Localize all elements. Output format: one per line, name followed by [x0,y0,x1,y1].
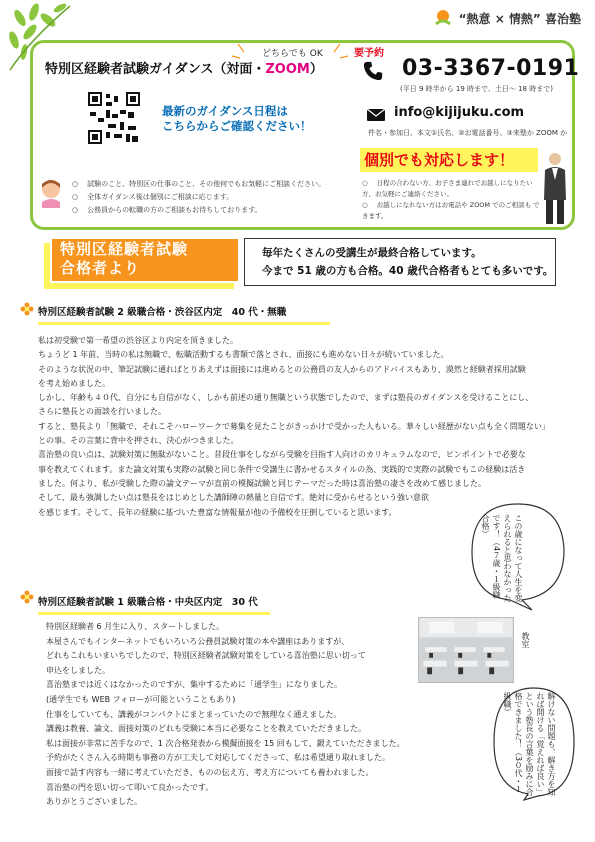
individual-note: ○ 日程の合わない方、お子さま連れでお越しになりたい方、お気軽にご連絡ください。 [362,178,542,200]
email-address[interactable]: info@kijijuku.com [394,105,525,120]
story1-body: 私は初受験で第一希望の渋谷区より内定を頂きました。 ちょうど 1 年前、当時の私は無職で、転職活動するも書類で落とされ、面接にも進めない日々が続いていました。 そのような状況の中、筆記試験に通ればとりあえずは面接には進めるとの公務員の友人からのアドバイスもあり、漠然と経験者採用試験 を考え始めました。 しかし、年齢も４０代、自分にも自信がなく、しかも前述の通り無職という状態でしたので、まずは塾長のガイダンスを受けることにし、 さらに塾長との面談を行いました。 すると、塾長より「無職で、それこそハローワークで募集を見たことがきっかけで受かった人もいる。華々しい経歴がない点も全く問題ない」 との事。その言葉に背中を押され、決心がつきました。 喜治塾の良い点は、試験対策に無駄がないこと。昔段仕事をしながら受験を目指す人向けのカリキュラムなので、ピンポイントで必要な 事を教えてくれます。また論文対策も実際の試験と同じ条件で受講生に書かせるスタイルの為、実践的で実際の試験でもこの経験は活き ました。何より、私が受験した際の論文テーマが直前の模擬試験と同じテーマだった時は喜治塾の凄さを改めて感じました。 そして、最も強調したい点は塾長をはじめとした講師陣の熱量と自信です。絶対に受からせるという強い意欲 を感じます。そして、長年の経験に基づいた豊富な情報量が他の予備校を圧倒していると思います。 [38,336,550,517]
flower-icon [20,302,34,316]
phone-icon [362,60,384,82]
qr-code[interactable] [88,92,140,144]
logo-icon [433,8,453,28]
individual-support-banner: 個別でも対応します！ [360,148,538,172]
phone-hours: (平日 9 時半から 19 時まで、土日～ 18 時まで) [400,85,553,93]
guidance-subtitle: どちらでも OK [262,49,323,59]
student-illustration [38,178,64,208]
guidance-note: ○ 公務員からの転職の方のご相談もお待ちしております。 [72,204,325,217]
brand-name: “熱意 × 情熱” 喜治塾 [458,11,581,26]
individual-note: ○ お越しになれない方はお電話や ZOOM でのご相談も できます。 [362,200,542,222]
guidance-note: ○ 試験のこと、特別区の仕事のこと、その他何でもお気軽にご相談ください。 [72,178,325,191]
story2-body: 特別区経験者 6 月生に入り、スタートしました。 本屋さんでもインターネットでもいろいろ公務員試験対策の本や講座はありますが、 どれもこれもいまいちでしたので、特別区経験者試験対策をしている喜治塾に思い切って 申込をしました。 喜治塾までは近くはなかったのですが、集中するために「通学生」になりました。 (通学生でも WEB フォローが可能ということもあり) 仕事をしていても、講義がコンパクトにまとまっていたので無理なく通えました。 講義は教養、論文、面接対策のどれも受験に本当に必要なことを教えていただきました。 私は面接が非常に苦手なので、1 次合格発表から模擬面接を 15 回もして、鍛えていただきました。 予約がたくさん入る時期も事務の方が工夫して対応してくださって、私は希望通り取れました。 面接で話す内容も一緒に考えていただき、ものの伝え方、考え方についても養われました。 喜治塾の門を思い切って叩いて良かったです。 ありがとうございました。 [46,622,405,807]
guidance-note: ○ 全体ガイダンス後は個別にご相談に応じます。 [72,191,325,204]
brand [433,8,581,28]
story1-heading: 特別区経験者試験 2 級職合格・渋谷区内定 40 代・無職 [38,304,330,325]
staff-photo [540,150,570,225]
email-instructions: 件名・参加日、本文①氏名、②お電話番号、③来塾か ZOOM か [368,129,568,137]
guidance-notes [72,178,325,217]
pass-title: 特別区経験者試験 合格者より [60,240,189,277]
classroom-photo [418,617,514,683]
story1-quote: この歳になって人生を変えられると思わなかったです！（4７歳・１級職合格） [481,514,523,602]
pass-message: 毎年たくさんの受講生が最終合格しています。 今まで 51 歳の方も合格。40 歳代合格者もとても多いです。 [262,247,554,277]
photo-caption: 教室 [521,632,530,648]
guidance-title: 特別区経験者試験ガイダンス（対面・ZOOM） [45,62,323,77]
latest-schedule-note: 最新のガイダンス日程は こちらからご確認ください！ [162,104,312,133]
flower-icon [20,590,34,604]
story2-quote: 解けない問題も、解き方を知れば開ける「覚えれば良い」という塾長の言葉を励みに合格できました！（3０代・１級職） [503,692,556,796]
reservation-badge: 要予約 [354,48,384,59]
phone-number[interactable]: 03-3367-0191 [402,56,580,81]
mail-icon [366,108,386,122]
individual-notes [362,178,542,222]
story2-heading: 特別区経験者試験 1 級職合格・中央区内定 30 代 [38,594,270,615]
